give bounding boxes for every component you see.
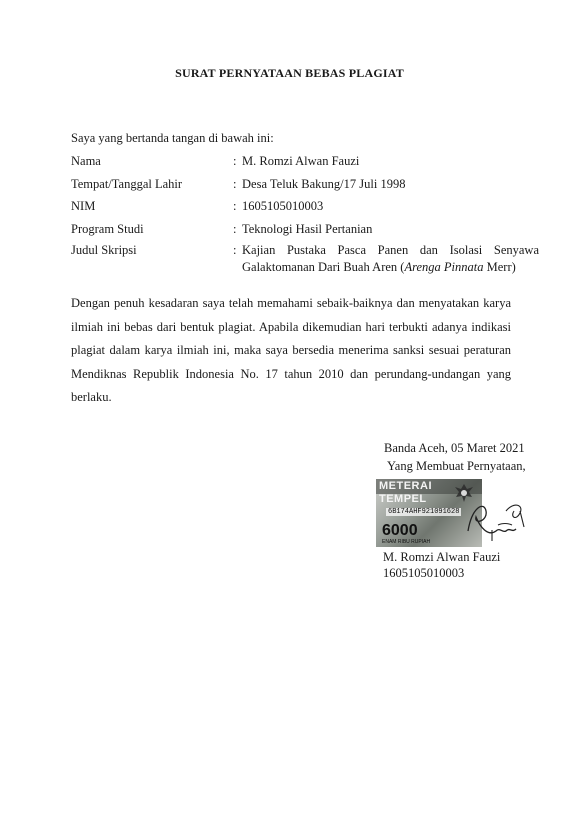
stamp-text-meterai: METERAI (379, 480, 432, 492)
field-label: Program Studi (71, 222, 144, 236)
field-label: Judul Skripsi (71, 243, 137, 257)
document-title: SURAT PERNYATAAN BEBAS PLAGIAT (175, 66, 404, 80)
statement-paragraph: Dengan penuh kesadaran saya telah memahami sebaik-baiknya dan menyatakan karya ilmiah ini bebas dari bentuk plagiat. Apabila dikemudian hari terbukti adanya indikasi plagiat dalam karya ilmiah ini, maka saya bersedia menerima sanksi sesuai peraturan Mendiknas Republik Indonesia No. 17 tahun 2010 dan perundang-undangan yang berlaku. (71, 296, 511, 404)
field-colon: : (233, 222, 237, 236)
field-colon: : (233, 199, 237, 213)
stamp-value: 6000 (382, 522, 418, 539)
judul-line-2-prefix: Galaktomanan Dari Buah Aren ( (242, 260, 405, 274)
stamp-caption: ENAM RIBU RUPIAH (382, 539, 431, 545)
judul-line-2 (242, 260, 539, 275)
judul-line-2-suffix: Merr) (483, 260, 516, 274)
field-label: Tempat/Tanggal Lahir (71, 177, 183, 191)
field-colon: : (233, 243, 237, 257)
field-value: M. Romzi Alwan Fauzi (242, 154, 360, 168)
signer-name: M. Romzi Alwan Fauzi (383, 550, 501, 564)
field-label: NIM (71, 199, 96, 213)
field-value-judul (242, 243, 539, 275)
judul-scientific-name: Arenga Pinnata (404, 260, 484, 274)
field-colon: : (233, 177, 237, 191)
intro-text: Saya yang bertanda tangan di bawah ini: (71, 131, 274, 145)
field-value: 1605105010003 (242, 199, 324, 213)
field-label: Nama (71, 154, 101, 168)
handwritten-signature-icon (462, 497, 532, 543)
signer-nim: 1605105010003 (383, 566, 465, 580)
place-date: Banda Aceh, 05 Maret 2021 (384, 441, 525, 455)
field-value: Desa Teluk Bakung/17 Juli 1998 (242, 177, 406, 191)
stamp-serial: 6B174AHF921091628 (388, 508, 460, 516)
stamp-text-tempel: TEMPEL (379, 493, 427, 505)
judul-line-1: Kajian Pustaka Pasca Panen dan Isolasi Senyawa (242, 243, 539, 257)
field-value: Teknologi Hasil Pertanian (242, 222, 373, 236)
field-colon: : (233, 154, 237, 168)
signer-role: Yang Membuat Pernyataan, (387, 459, 526, 473)
